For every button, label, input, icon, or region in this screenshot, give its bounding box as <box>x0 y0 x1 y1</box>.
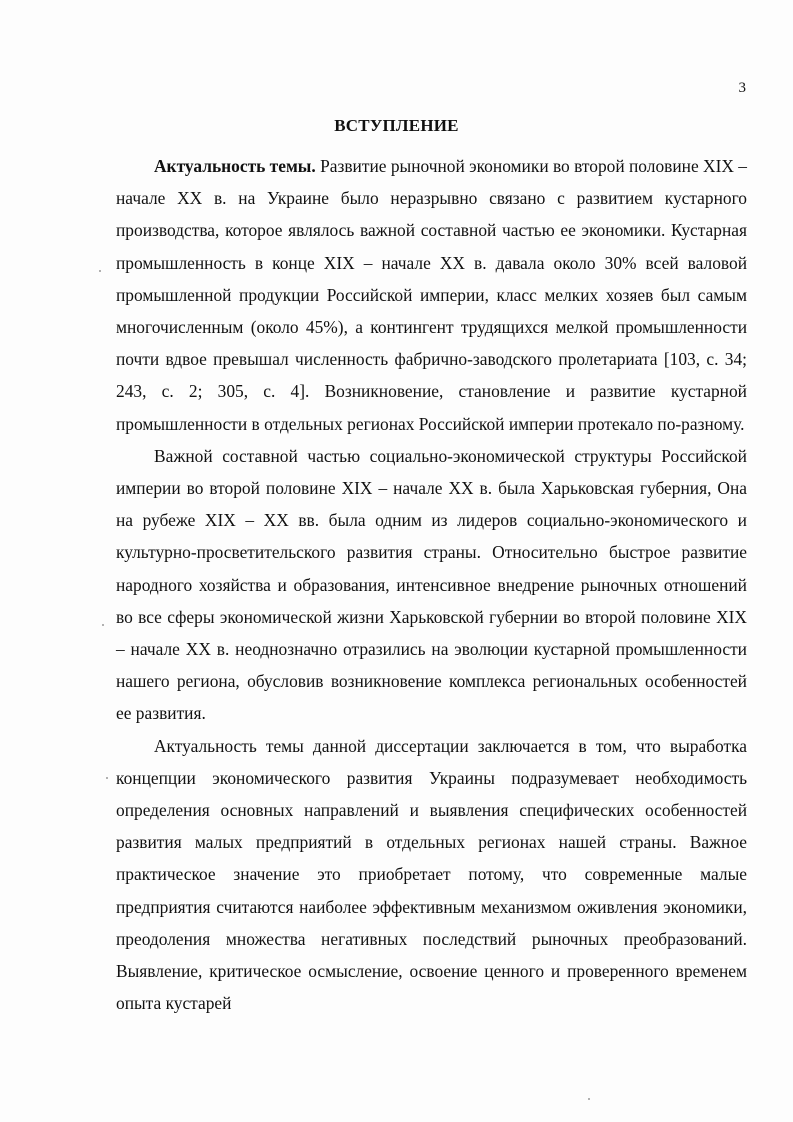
paragraph-2: Важной составной частью социально-экономической структуры Российской империи во второй половине XIX – начале XX в. была Харьковская губерния, Она на рубеже XIX – XX вв. была одним из лидеров социально-экономического и культурно-просветительского развития страны. Относительно быстрое развитие народного хозяйства и образования, интенсивное внедрение рыночных отношений во все сферы экономической жизни Харьковской губернии во второй половине XIX – начале XX в. неоднозначно отразились на эволюции кустарной промышленности нашего региона, обусловив возникновение комплекса региональных особенностей ее развития. <box>116 445 747 724</box>
paragraph-3: Актуальность темы данной диссертации заключается в том, что выработка концепции экономического развития Украины подразумевает необходимость определения основных направлений и выявления специфических особенностей развития малых предприятий в отдельных регионах нашей страны. Важное практическое значение это приобретает потому, что современные малые предприятия считаются наиболее эффективным механизмом оживления экономики, преодоления множества негативных последствий рыночных преобразований. Выявление, критическое осмысление, освоение ценного и проверенного временем опыта кустарей <box>116 735 747 1014</box>
scan-speck <box>588 1098 590 1100</box>
scan-speck <box>102 624 104 626</box>
paragraph-1-text: Развитие рыночной экономики во второй половине XIX – начале XX в. на Украине было неразрывно связано с развитием кустарного производства, которое являлось важной составной частью ее экономики. Кустарная промышленность в конце XIX – начале XX в. давала около 30% всей валовой промышленной продукции Российской империи, класс мелких хозяев был самым многочисленным (около 45%), а контингент трудящихся мелкой промышленности почти вдвое превышал численность фабрично-заводского пролетариата [103, с. 34; 243, с. 2; 305, с. 4]. Возникновение, становление и развитие кустарной промышленности в отдельных регионах Российской империи протекало по-разному. <box>116 156 747 434</box>
paragraph-1 <box>116 150 747 440</box>
section-heading: ВСТУПЛЕНИЕ <box>334 116 459 135</box>
paragraph-lead: Актуальность темы. <box>154 156 316 176</box>
scan-speck <box>106 777 108 779</box>
page-number: 3 <box>738 80 746 96</box>
scan-speck <box>99 270 101 272</box>
body-text <box>116 150 747 1019</box>
